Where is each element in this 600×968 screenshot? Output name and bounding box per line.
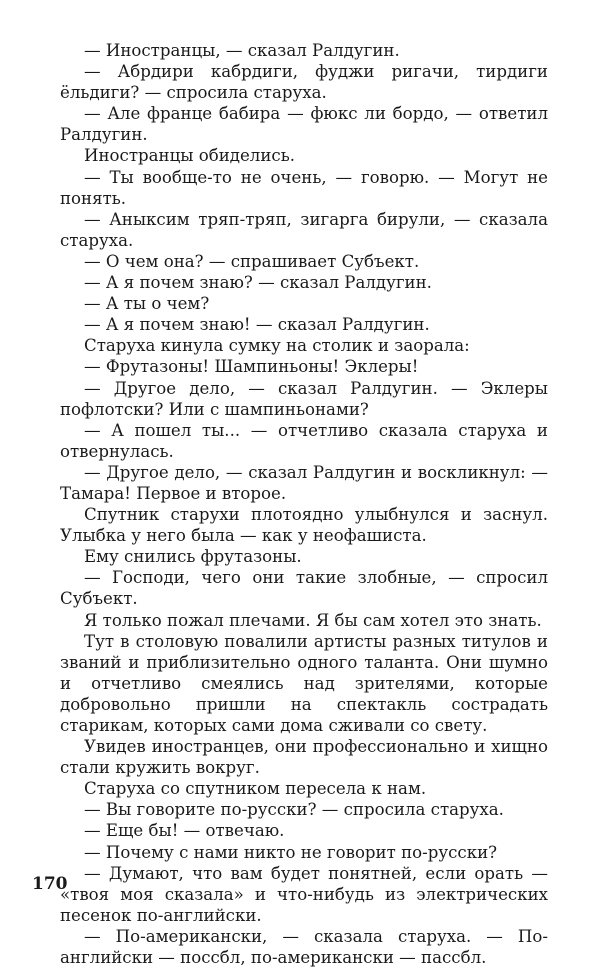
paragraph: — А ты о чем?: [84, 294, 210, 314]
paragraph: — По-американски, — сказала старуха. — По-английски — поссбл, по-американски — пассбл.: [60, 926, 548, 968]
paragraph: Ему снились фрутазоны.: [84, 547, 302, 567]
paragraph: — Другое дело, — сказал Ралдугин и воскликнул: — Тамара! Первое и второе.: [60, 462, 548, 503]
paragraph: — О чем она? — спрашивает Субъект.: [84, 251, 420, 271]
paragraph: — А я почем знаю! — сказал Ралдугин.: [84, 315, 430, 335]
paragraph: Я только пожал плечами. Я бы сам хотел это знать.: [84, 610, 542, 630]
paragraph: — Вы говорите по-русски? — спросила старуха.: [84, 800, 504, 820]
paragraph: — Фрутазоны! Шампиньоны! Эклеры!: [84, 357, 419, 377]
paragraph: — Другое дело, — сказал Ралдугин. — Эклеры пофлотски? Или с шампиньонами?: [60, 378, 548, 419]
paragraph: Тут в столовую повалили артисты разных титулов и званий и приблизительно одного таланта. Они шумно и отчетливо смеялись над зрителями, которые добровольно пришли на спектакль сострадать старикам, которых сами дома сживали со свету.: [60, 631, 548, 735]
paragraph: — А пошел ты... — отчетливо сказала старуха и отвернулась.: [60, 420, 548, 461]
page-number: 170: [32, 874, 68, 894]
paragraph: — Абрдири кабрдиги, фуджи ригачи, тирдиги ёльдиги? — спросила старуха.: [60, 62, 548, 103]
paragraph: — Ты вообще-то не очень, — говорю. — Могут не понять.: [60, 167, 548, 208]
page-text: [60, 40, 548, 968]
paragraph: — Господи, чего они такие злобные, — спросил Субъект.: [60, 568, 548, 609]
paragraph: — Почему с нами никто не говорит по-русски?: [84, 842, 498, 862]
paragraph: Старуха со спутником пересела к нам.: [84, 779, 427, 799]
paragraph: — Думают, что вам будет понятней, если орать — «твоя моя сказала» и что-нибудь из электрических песенок по-английски.: [60, 863, 548, 925]
paragraph: Иностранцы обиделись.: [84, 146, 296, 166]
paragraph: Спутник старухи плотоядно улыбнулся и заснул. Улыбка у него была — как у неофашиста.: [60, 505, 548, 546]
paragraph: — Але франце бабира — фюкс ли бордо, — ответил Ралдугин.: [60, 104, 548, 145]
paragraph: Старуха кинула сумку на столик и заорала:: [84, 336, 470, 356]
paragraph: Увидев иностранцев, они профессионально и хищно стали кружить вокруг.: [60, 737, 548, 778]
paragraph: — Иностранцы, — сказал Ралдугин.: [84, 41, 400, 60]
paragraph: — Аныксим тряп-тряп, зигарга бирули, — сказала старуха.: [60, 209, 548, 250]
paragraph: — Еще бы! — отвечаю.: [84, 821, 285, 841]
paragraph: — А я почем знаю? — сказал Ралдугин.: [84, 273, 432, 293]
